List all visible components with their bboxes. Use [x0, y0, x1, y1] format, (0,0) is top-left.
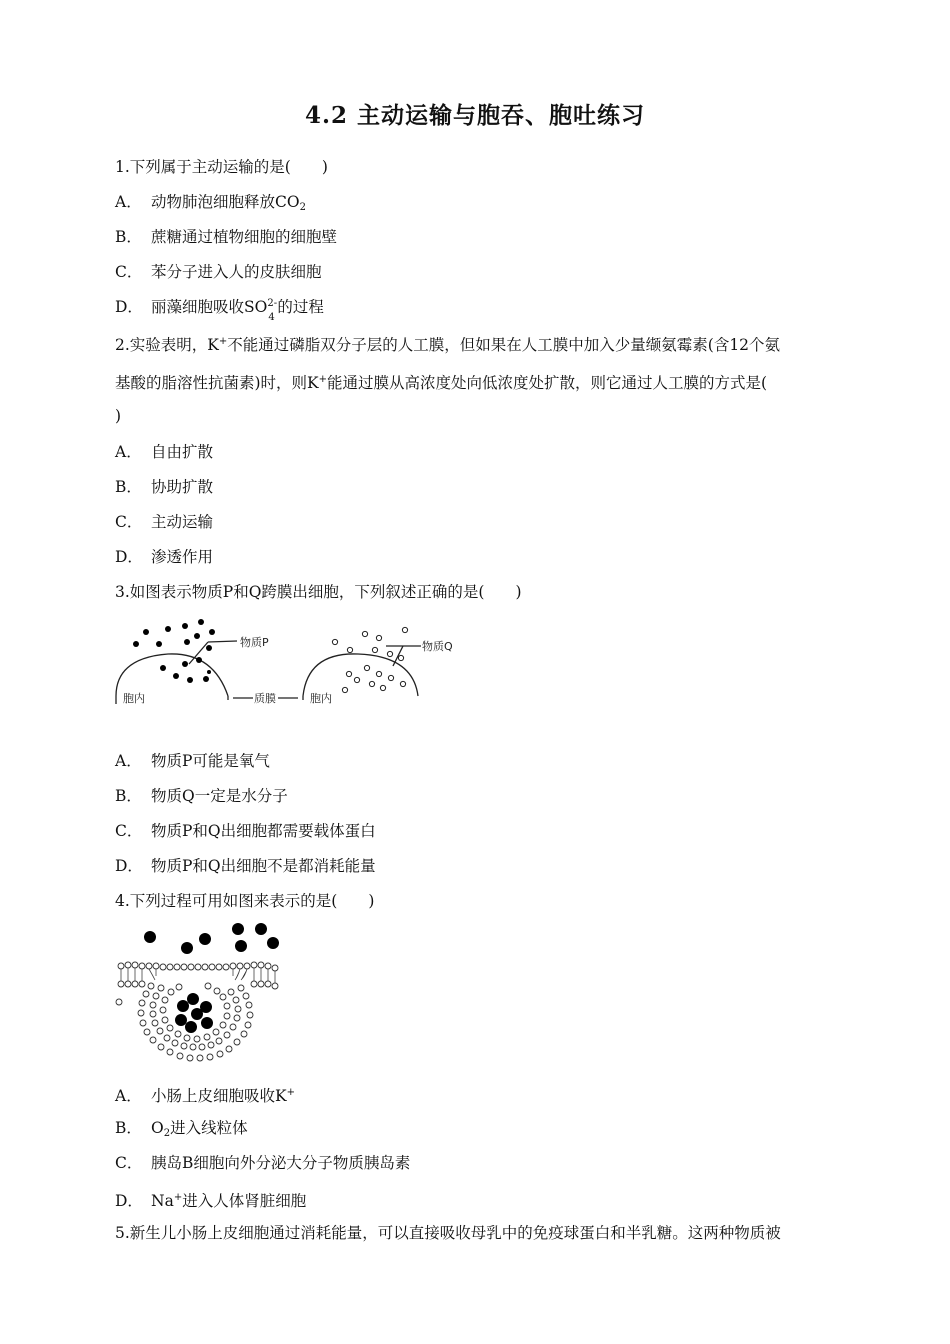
- label-cell-interior-1: 胞内: [123, 692, 145, 705]
- option-letter: A．: [115, 752, 142, 770]
- subscript: 2: [163, 1128, 171, 1139]
- q2-option-c[interactable]: [115, 512, 213, 532]
- membrane-transport-figure: [113, 616, 468, 708]
- option-letter: D．: [115, 548, 143, 566]
- endocytosis-figure: [113, 918, 288, 1070]
- option-letter: B．: [115, 787, 142, 805]
- q4-stem: 4.下列过程可用如图来表示的是( ): [115, 892, 375, 910]
- q4-option-c[interactable]: [115, 1153, 410, 1173]
- option-letter: B．: [115, 228, 142, 246]
- q2-option-b[interactable]: [115, 477, 213, 497]
- option-text: 主动运输: [151, 513, 214, 531]
- label-cell-interior-2: 胞内: [310, 692, 332, 705]
- option-text: 自由扩散: [151, 443, 214, 461]
- superscript: +: [173, 1192, 183, 1203]
- text: 不能通过磷脂双分子层的人工膜，但如果在人工膜中加入少量缬氨霉素(含12个氨: [227, 336, 781, 354]
- q3-option-c[interactable]: [115, 821, 376, 841]
- option-text: 物质P可能是氧气: [151, 752, 270, 770]
- option-letter: C．: [115, 822, 143, 840]
- option-letter: C．: [115, 1154, 143, 1172]
- option-prefix: Na: [151, 1192, 174, 1210]
- q1-stem: 1.下列属于主动运输的是( ): [115, 158, 328, 176]
- option-letter: C．: [115, 263, 143, 281]
- option-text: 蔗糖通过植物细胞的细胞壁: [151, 228, 338, 246]
- q4-option-b[interactable]: [115, 1118, 248, 1144]
- subscript: 4: [268, 312, 275, 323]
- text: 能通过膜从高浓度处向低浓度处扩散，则它通过人工膜的方式是(: [327, 374, 768, 392]
- text: 2.实验表明，K: [115, 336, 219, 354]
- q2-option-d[interactable]: [115, 547, 213, 567]
- option-text: 协助扩散: [151, 478, 214, 496]
- label-substance-p: 物质P: [240, 636, 269, 649]
- q1-option-c[interactable]: [115, 262, 322, 282]
- option-text: 进入人体肾脏细胞: [182, 1192, 307, 1210]
- option-prefix: O: [151, 1119, 164, 1137]
- option-letter: A．: [115, 443, 142, 461]
- superscript: +: [286, 1087, 295, 1098]
- q4-option-a[interactable]: [115, 1083, 295, 1106]
- option-text: 丽藻细胞吸收SO: [151, 298, 268, 316]
- q2-stem-line2: [115, 370, 767, 393]
- q5-stem: 5.新生儿小肠上皮细胞通过消耗能量，可以直接吸收母乳中的免疫球蛋白和半乳糖。这两种物质被: [115, 1224, 781, 1242]
- option-letter: D．: [115, 857, 143, 875]
- label-membrane: 质膜: [254, 692, 276, 705]
- option-text: 物质P和Q出细胞都需要载体蛋白: [151, 822, 376, 840]
- q4-option-d[interactable]: [115, 1188, 306, 1211]
- option-text: 进入线粒体: [170, 1119, 248, 1137]
- option-letter: D．: [115, 1192, 143, 1210]
- option-letter: B．: [115, 1119, 142, 1137]
- q2-stem-line1: [115, 332, 780, 355]
- q3-option-d[interactable]: [115, 856, 376, 876]
- subscript: 2: [299, 202, 306, 213]
- text: 基酸的脂溶性抗菌素)时，则K: [115, 374, 319, 392]
- option-text: 物质P和Q出细胞不是都消耗能量: [151, 857, 376, 875]
- q3-option-b[interactable]: [115, 786, 288, 806]
- q1-option-d[interactable]: [115, 297, 324, 323]
- option-letter: B．: [115, 478, 142, 496]
- superscript: +: [318, 374, 328, 385]
- q2-option-a[interactable]: [115, 442, 213, 462]
- q3-stem: 3.如图表示物质P和Q跨膜出细胞，下列叙述正确的是( ): [115, 583, 522, 601]
- option-text-after: 的过程: [277, 298, 324, 316]
- page-title: 4.2 主动运输与胞吞、胞吐练习: [304, 102, 646, 129]
- superscript: +: [218, 336, 228, 347]
- option-letter: A．: [115, 1087, 142, 1105]
- q1-option-a[interactable]: [115, 192, 306, 218]
- q2-stem-line3: ): [115, 407, 122, 425]
- superscript: 2-: [267, 298, 278, 309]
- option-letter: A．: [115, 193, 142, 211]
- option-text: 渗透作用: [151, 548, 214, 566]
- option-text: 物质Q一定是水分子: [151, 787, 288, 805]
- q3-option-a[interactable]: [115, 751, 270, 771]
- option-text: 动物肺泡细胞释放CO: [151, 193, 300, 211]
- option-letter: D．: [115, 298, 143, 316]
- option-text: 苯分子进入人的皮肤细胞: [151, 263, 322, 281]
- option-letter: C．: [115, 513, 143, 531]
- q1-option-b[interactable]: [115, 227, 337, 247]
- option-text: 小肠上皮细胞吸收K: [151, 1087, 287, 1105]
- option-text: 胰岛B细胞向外分泌大分子物质胰岛素: [151, 1154, 411, 1172]
- label-substance-q: 物质Q: [422, 640, 453, 653]
